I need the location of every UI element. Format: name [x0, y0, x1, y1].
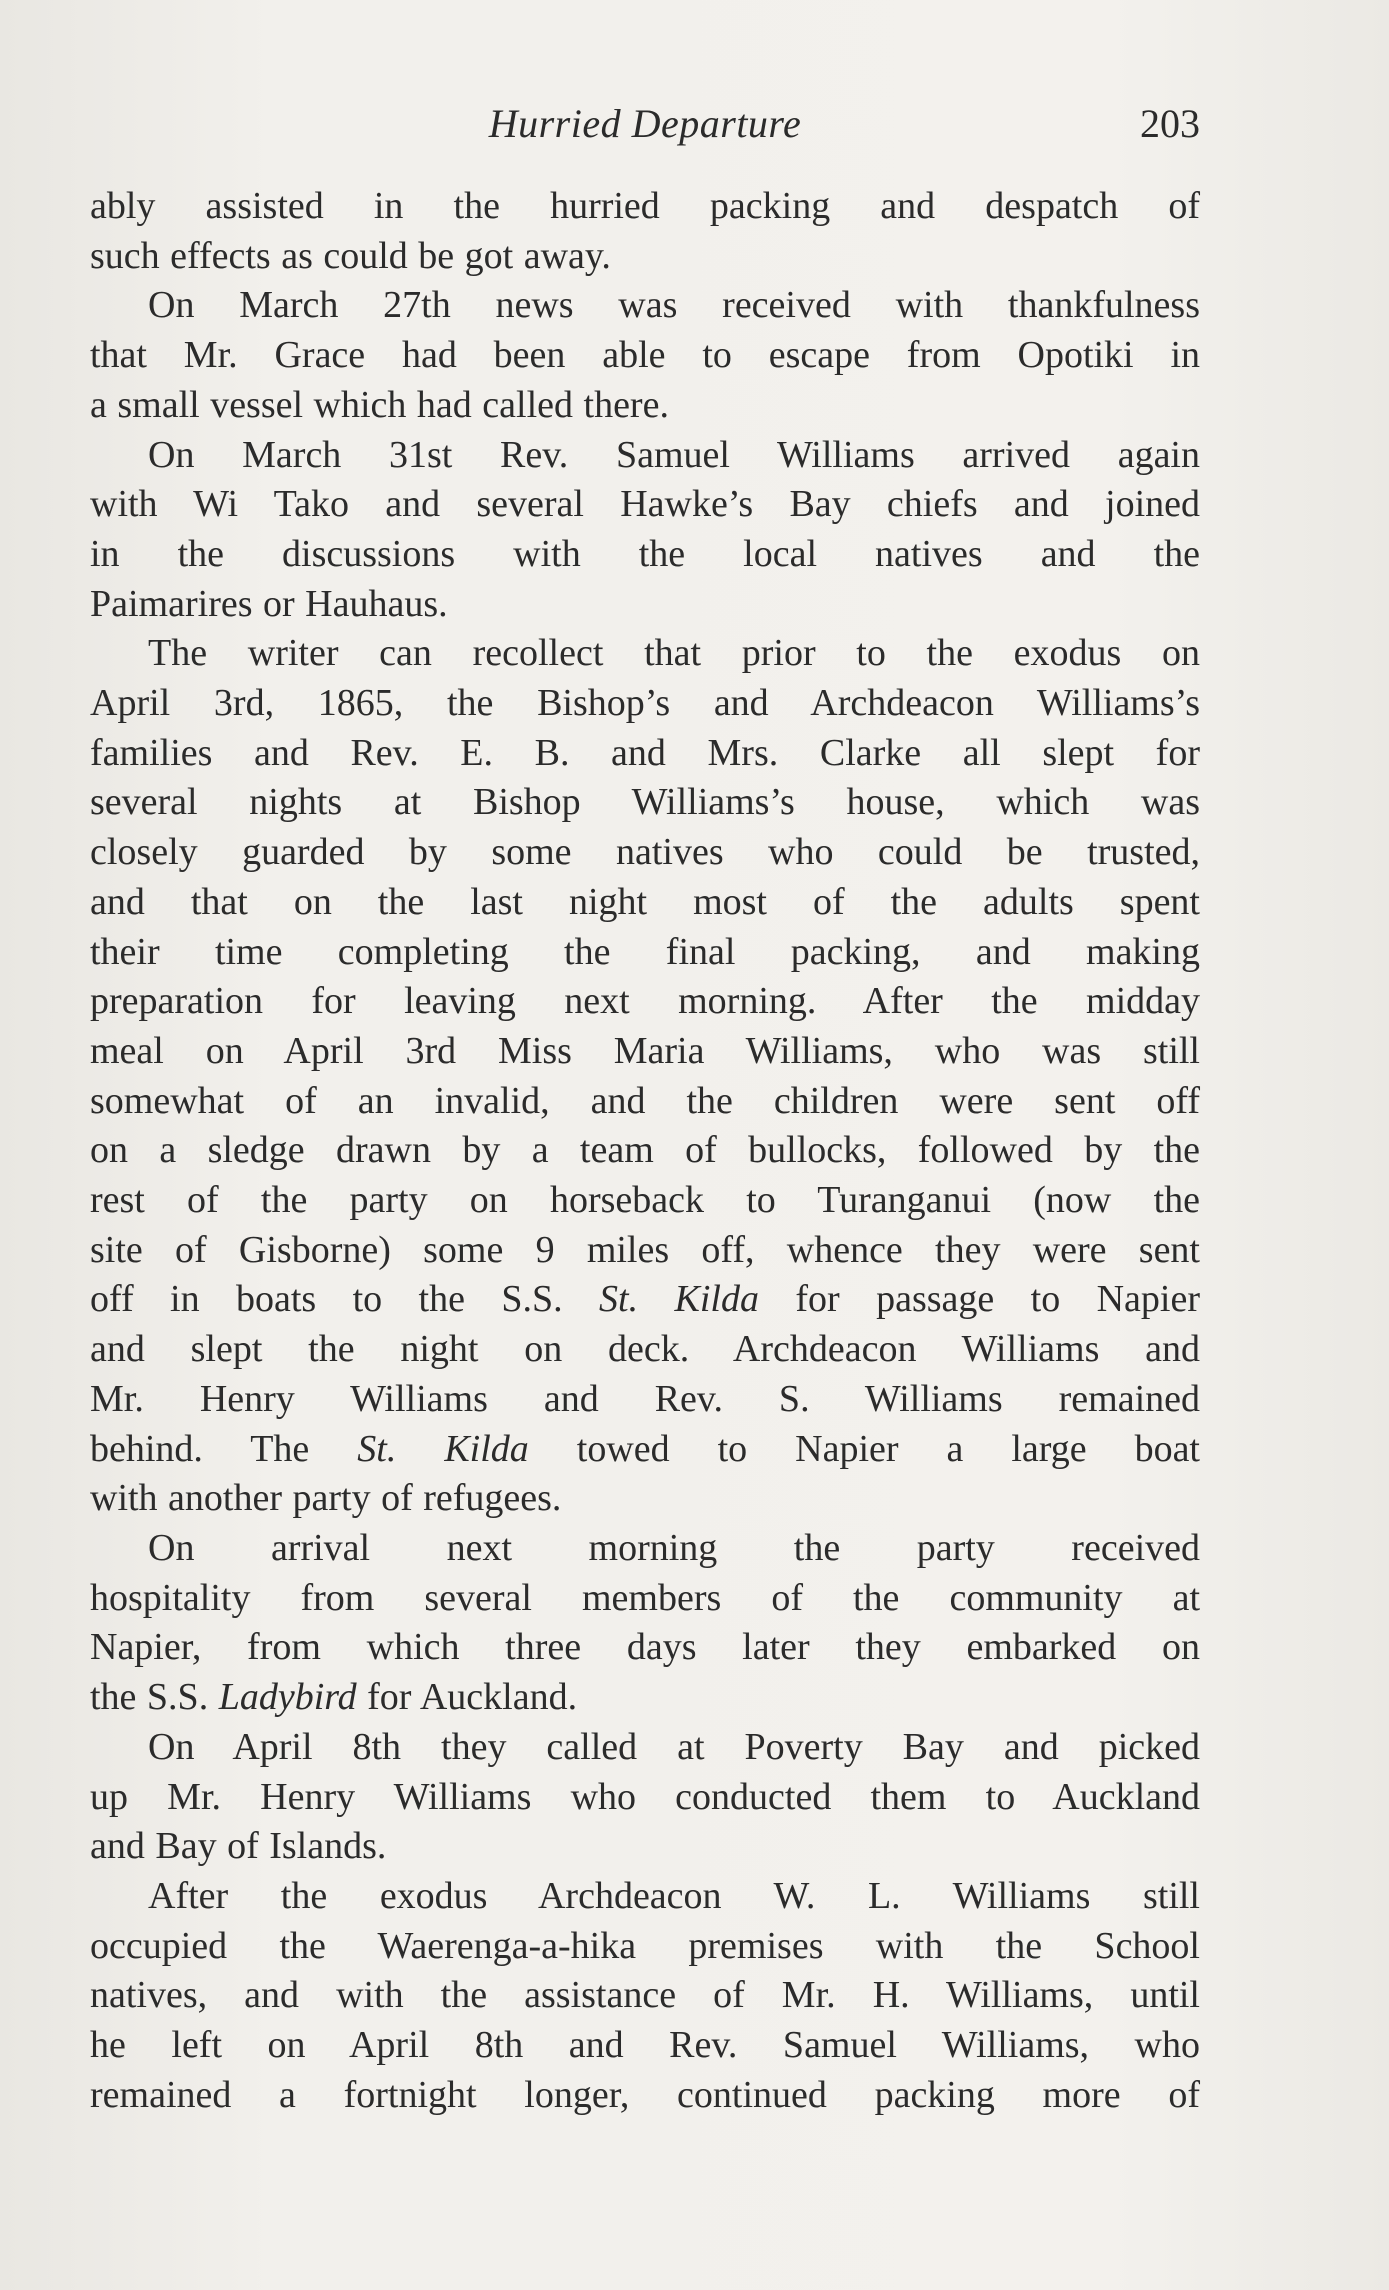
text-line: On arrival next morning the party received: [148, 1526, 1200, 1569]
text-line: families and Rev. E. B. and Mrs. Clarke all slept for: [90, 731, 1200, 774]
text-run: the S.S.: [90, 1676, 219, 1719]
text-line: On March 31st Rev. Samuel Williams arrived again: [148, 433, 1200, 476]
text-line: [90, 1673, 1200, 1723]
text-line: ably assisted in the hurried packing and despatch of: [90, 185, 1200, 227]
paragraph-6: [90, 1723, 1200, 1872]
text-line: up Mr. Henry Williams who conducted them to Auckland: [90, 1775, 1200, 1818]
text-line: [90, 1425, 1200, 1475]
text-line: and slept the night on deck. Archdeacon Williams and: [90, 1328, 1200, 1371]
text-line: their time completing the final packing, and making: [90, 930, 1200, 973]
text-line: natives, and with the assistance of Mr. H. Williams, until: [90, 1974, 1200, 2017]
page-number: 203: [1140, 101, 1200, 146]
paragraph-7: [90, 1872, 1200, 2121]
text-line: and Bay of Islands.: [90, 1825, 387, 1868]
text-line: several nights at Bishop Williams’s house, which was: [90, 781, 1200, 824]
text-run: for Auckland.: [356, 1676, 578, 1719]
paragraph-1: [90, 182, 1200, 281]
text-line: On March 27th news was received with thankfulness: [148, 284, 1200, 327]
text-run: behind. The: [90, 1427, 358, 1470]
text-run: off in boats to the S.S.: [90, 1278, 600, 1321]
ship-name-italic: St. Kilda: [357, 1427, 529, 1470]
text-line: occupied the Waerenga-a-hika premises with the School: [90, 1924, 1200, 1967]
text-line: remained a fortnight longer, continued packing more of: [90, 2073, 1200, 2116]
text-line: somewhat of an invalid, and the children were sent off: [90, 1079, 1200, 1122]
paragraph-5: [90, 1524, 1200, 1723]
text-line: Napier, from which three days later they embarked on: [90, 1626, 1200, 1669]
text-line: with Wi Tako and several Hawke’s Bay chiefs and joined: [90, 483, 1200, 526]
text-line: meal on April 3rd Miss Maria Williams, who was still: [90, 1029, 1200, 1072]
paragraph-2: [90, 281, 1200, 430]
ship-name-italic: St. Kilda: [599, 1278, 759, 1321]
text-line: On April 8th they called at Poverty Bay and picked: [148, 1725, 1200, 1768]
text-line: hospitality from several members of the community at: [90, 1576, 1200, 1619]
body-text: [90, 182, 1200, 2120]
text-line: The writer can recollect that prior to the exodus on: [148, 632, 1200, 675]
text-line: Paimarires or Hauhaus.: [90, 582, 448, 625]
text-line: he left on April 8th and Rev. Samuel Williams, who: [90, 2024, 1200, 2067]
paragraph-4: [90, 629, 1200, 1524]
text-line: closely guarded by some natives who could be trusted,: [90, 831, 1200, 874]
page-header: [90, 100, 1200, 160]
text-line: and that on the last night most of the adults spent: [90, 880, 1200, 923]
paragraph-3: [90, 431, 1200, 630]
text-line: with another party of refugees.: [90, 1477, 562, 1520]
text-line: a small vessel which had called there.: [90, 383, 669, 426]
text-line: rest of the party on horseback to Turanganui (now the: [90, 1179, 1200, 1222]
text-line: that Mr. Grace had been able to escape from Opotiki in: [90, 334, 1200, 377]
text-line: such effects as could be got away.: [90, 234, 611, 277]
text-run: towed to Napier a large boat: [528, 1427, 1200, 1470]
running-title: Hurried Departure: [488, 101, 802, 146]
text-line: April 3rd, 1865, the Bishop’s and Archdeacon Williams’s: [90, 682, 1200, 725]
ship-name-italic: Ladybird: [218, 1676, 357, 1719]
text-line: Mr. Henry Williams and Rev. S. Williams remained: [90, 1377, 1200, 1420]
text-line: preparation for leaving next morning. After the midday: [90, 980, 1200, 1023]
text-line: site of Gisborne) some 9 miles off, whence they were sent: [90, 1228, 1200, 1271]
text-line: in the discussions with the local natives and the: [90, 532, 1200, 575]
text-run: for passage to Napier: [758, 1278, 1200, 1321]
text-line: [90, 1275, 1200, 1325]
text-line: on a sledge drawn by a team of bullocks, followed by the: [90, 1129, 1200, 1172]
text-line: After the exodus Archdeacon W. L. Williams still: [148, 1874, 1200, 1917]
